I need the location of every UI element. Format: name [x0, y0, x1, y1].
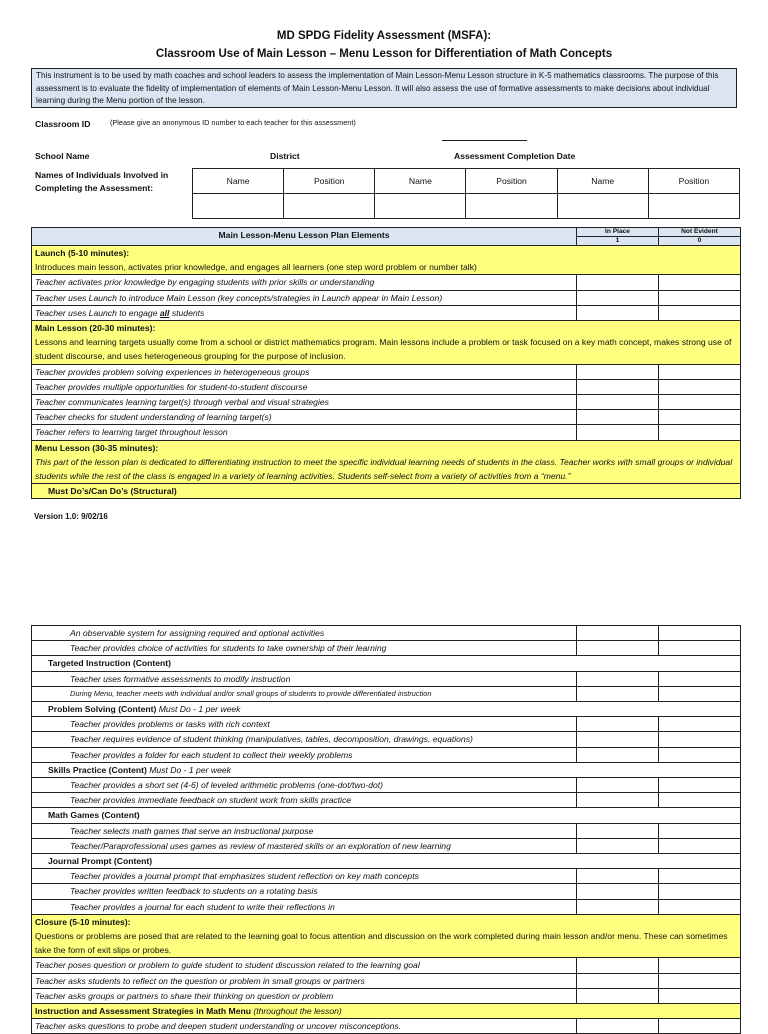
position-header: Position	[648, 169, 739, 194]
position-cell[interactable]	[466, 194, 557, 219]
in-place-cell[interactable]	[577, 823, 659, 838]
document-subtitle: Classroom Use of Main Lesson – Menu Lesson for Differentiation of Math Concepts	[155, 48, 613, 60]
position-cell[interactable]	[284, 194, 375, 219]
criterion-text: Teacher activates prior knowledge by engaging students with prior skills or understanding	[32, 275, 577, 290]
in-place-cell[interactable]	[577, 305, 659, 320]
section-title: Closure (5-10 minutes):	[35, 916, 131, 927]
criterion-text: Teacher provides multiple opportunities for student-to-student discourse	[32, 379, 577, 394]
in-place-cell[interactable]	[577, 988, 659, 1003]
criterion-text: Teacher asks students to reflect on the question or problem in small groups or partners	[32, 973, 577, 988]
criterion-text: Teacher provides choice of activities for students to take ownership of their learning	[32, 641, 577, 656]
criterion-text: Teacher provides a folder for each student to collect their weekly problems	[32, 747, 577, 762]
subsection-heading: Problem Solving (Content) Must Do - 1 per week	[32, 702, 741, 717]
not-evident-header: Not Evident	[659, 228, 741, 237]
not-evident-cell[interactable]	[659, 747, 741, 762]
not-evident-cell[interactable]	[659, 305, 741, 320]
not-evident-cell[interactable]	[659, 290, 741, 305]
in-place-cell[interactable]	[577, 425, 659, 440]
plan-elements-table-continued	[31, 625, 741, 1034]
in-place-cell[interactable]	[577, 410, 659, 425]
in-place-cell[interactable]	[577, 1019, 659, 1034]
in-place-cell[interactable]	[577, 379, 659, 394]
name-cell[interactable]	[193, 194, 284, 219]
criterion-text: Teacher selects math games that serve an instructional purpose	[32, 823, 577, 838]
name-header: Name	[557, 169, 648, 194]
criterion-text: Teacher provides a short set (4-6) of leveled arithmetic problems (one-dot/two-dot)	[32, 778, 577, 793]
not-evident-cell[interactable]	[659, 275, 741, 290]
criterion-text: Teacher asks groups or partners to share their thinking on question or problem	[32, 988, 577, 1003]
intro-box: This instrument is to be used by math coaches and school leaders to assess the implementation of Main Lesson-Menu Lesson structure in K-5 mathematics classrooms. The purpose of this assessment is to evaluate the fidelity of implementation of elements of Main Lesson-Menu Lesson. It will also assess the use of formative assessments to make decisions about individual learning during the Menu portion of the lesson.	[31, 68, 737, 108]
not-evident-cell[interactable]	[659, 823, 741, 838]
not-evident-cell[interactable]	[659, 379, 741, 394]
in-place-score: 1	[577, 237, 659, 246]
classroom-id-note: (Please give an anonymous ID number to each teacher for this assessment)	[110, 118, 356, 127]
criterion-text: Teacher communicates learning target(s) through verbal and visual strategies	[32, 395, 577, 410]
classroom-id-field[interactable]	[442, 140, 527, 141]
not-evident-cell[interactable]	[659, 425, 741, 440]
completion-date-label: Assessment Completion Date	[454, 151, 576, 161]
classroom-id-label: Classroom ID	[35, 119, 91, 129]
closure-section	[32, 914, 741, 958]
not-evident-cell[interactable]	[659, 626, 741, 641]
in-place-cell[interactable]	[577, 275, 659, 290]
in-place-cell[interactable]	[577, 626, 659, 641]
criterion-text: Teacher refers to learning target throughout lesson	[32, 425, 577, 440]
strategies-section: Instruction and Assessment Strategies in Math Menu (throughout the lesson)	[32, 1004, 741, 1019]
document-title: MD SPDG Fidelity Assessment (MSFA):	[276, 30, 492, 42]
criterion-text: Teacher provides written feedback to students on a rotating basis	[32, 884, 577, 899]
not-evident-cell[interactable]	[659, 410, 741, 425]
subsection-heading: Math Games (Content)	[32, 808, 741, 823]
in-place-cell[interactable]	[577, 747, 659, 762]
section-title: Main Lesson (20-30 minutes):	[35, 323, 156, 334]
not-evident-cell[interactable]	[659, 686, 741, 701]
in-place-cell[interactable]	[577, 884, 659, 899]
criterion-text: Teacher poses question or problem to guide student to student discussion related to the learning goal	[32, 958, 577, 973]
not-evident-cell[interactable]	[659, 717, 741, 732]
section-title: Menu Lesson (30-35 minutes):	[35, 442, 159, 453]
criterion-text: Teacher checks for student understanding of learning target(s)	[32, 410, 577, 425]
criterion-text: Teacher provides problem solving experiences in heterogeneous groups	[32, 364, 577, 379]
in-place-cell[interactable]	[577, 364, 659, 379]
criterion-text: Teacher provides immediate feedback on student work from skills practice	[32, 793, 577, 808]
not-evident-cell[interactable]	[659, 671, 741, 686]
name-header: Name	[375, 169, 466, 194]
school-name-label: School Name	[35, 151, 90, 161]
not-evident-cell[interactable]	[659, 884, 741, 899]
district-label: District	[270, 151, 300, 161]
section-title: Launch (5-10 minutes):	[35, 248, 130, 258]
criterion-text: An observable system for assigning required and optional activities	[32, 626, 577, 641]
not-evident-cell[interactable]	[659, 641, 741, 656]
in-place-cell[interactable]	[577, 717, 659, 732]
plan-elements-table	[31, 227, 741, 499]
in-place-cell[interactable]	[577, 793, 659, 808]
section-description: This part of the lesson plan is dedicated to differentiating instruction to meet the specific individual learning needs of students in the class. Teacher works with small groups or individual students while the rest of the class is engaged in a variety of learning activities. Students self-select from a variety of activities from a “menu.”	[35, 456, 733, 482]
subsection-heading: Skills Practice (Content) Must Do - 1 per week	[32, 762, 741, 777]
not-evident-cell[interactable]	[659, 869, 741, 884]
launch-section	[32, 246, 741, 275]
not-evident-cell[interactable]	[659, 958, 741, 973]
menu-lesson-section	[32, 440, 741, 484]
not-evident-cell[interactable]	[659, 973, 741, 988]
in-place-cell[interactable]	[577, 395, 659, 410]
names-table	[192, 168, 740, 219]
in-place-cell[interactable]	[577, 686, 659, 701]
not-evident-cell[interactable]	[659, 732, 741, 747]
not-evident-cell[interactable]	[659, 838, 741, 853]
not-evident-cell[interactable]	[659, 793, 741, 808]
table-header: Main Lesson-Menu Lesson Plan Elements	[32, 228, 577, 246]
name-header: Name	[193, 169, 284, 194]
version-label: Version 1.0: 9/02/16	[34, 512, 108, 521]
criterion-text: Teacher provides a journal for each student to write their reflections in	[32, 899, 577, 914]
not-evident-score: 0	[659, 237, 741, 246]
criterion-text: Teacher uses Launch to engage all students	[32, 305, 577, 320]
criterion-text: Teacher uses formative assessments to modify instruction	[32, 671, 577, 686]
criterion-text: Teacher/Paraprofessional uses games as review of mastered skills or an exploration of new learning	[32, 838, 577, 853]
in-place-cell[interactable]	[577, 838, 659, 853]
criterion-text: During Menu, teacher meets with individual and/or small groups of students to provide differentiated instruction	[32, 686, 577, 701]
subsection-heading: Targeted Instruction (Content)	[32, 656, 741, 671]
main-lesson-section	[32, 321, 741, 365]
in-place-cell[interactable]	[577, 671, 659, 686]
criterion-text: Teacher uses Launch to introduce Main Lesson (key concepts/strategies in Launch appear in Main Lesson)	[32, 290, 577, 305]
in-place-cell[interactable]	[577, 958, 659, 973]
in-place-cell[interactable]	[577, 290, 659, 305]
criterion-text: Teacher provides a journal prompt that emphasizes student reflection on key math concepts	[32, 869, 577, 884]
position-header: Position	[466, 169, 557, 194]
not-evident-cell[interactable]	[659, 988, 741, 1003]
subsection-heading: Journal Prompt (Content)	[32, 854, 741, 869]
must-dos-heading: Must Do’s/Can Do’s (Structural)	[32, 484, 741, 499]
name-cell[interactable]	[557, 194, 648, 219]
section-description: Lessons and learning targets usually come from a school or district mathematics program. Main lessons include a problem or task focused on a key math concept, makes strong use of student discourse, and uses heterogeneous grouping for the purpose of inclusion.	[35, 337, 732, 362]
names-label: Names of Individuals Involved in Completing the Assessment:	[35, 170, 169, 193]
not-evident-cell[interactable]	[659, 364, 741, 379]
not-evident-cell[interactable]	[659, 395, 741, 410]
in-place-cell[interactable]	[577, 732, 659, 747]
criterion-text: Teacher requires evidence of student thinking (manipulatives, tables, decomposition, drawings, equations)	[32, 732, 577, 747]
not-evident-cell[interactable]	[659, 899, 741, 914]
in-place-header: In Place	[577, 228, 659, 237]
in-place-cell[interactable]	[577, 973, 659, 988]
criterion-text: Teacher provides problems or tasks with rich context	[32, 717, 577, 732]
section-description: Questions or problems are posed that are related to the learning goal to focus attention and discussion on the work completed during main lesson and/or menu. These can sometimes take the form of exit slips or probes.	[35, 931, 728, 956]
in-place-cell[interactable]	[577, 641, 659, 656]
criterion-text: Teacher asks questions to probe and deepen student understanding or uncover misconceptions.	[32, 1019, 577, 1034]
not-evident-cell[interactable]	[659, 1019, 741, 1034]
position-cell[interactable]	[648, 194, 739, 219]
in-place-cell[interactable]	[577, 869, 659, 884]
section-description: Introduces main lesson, activates prior knowledge, and engages all learners (one step word problem or number talk)	[35, 262, 477, 273]
name-cell[interactable]	[375, 194, 466, 219]
in-place-cell[interactable]	[577, 778, 659, 793]
position-header: Position	[284, 169, 375, 194]
in-place-cell[interactable]	[577, 899, 659, 914]
not-evident-cell[interactable]	[659, 778, 741, 793]
